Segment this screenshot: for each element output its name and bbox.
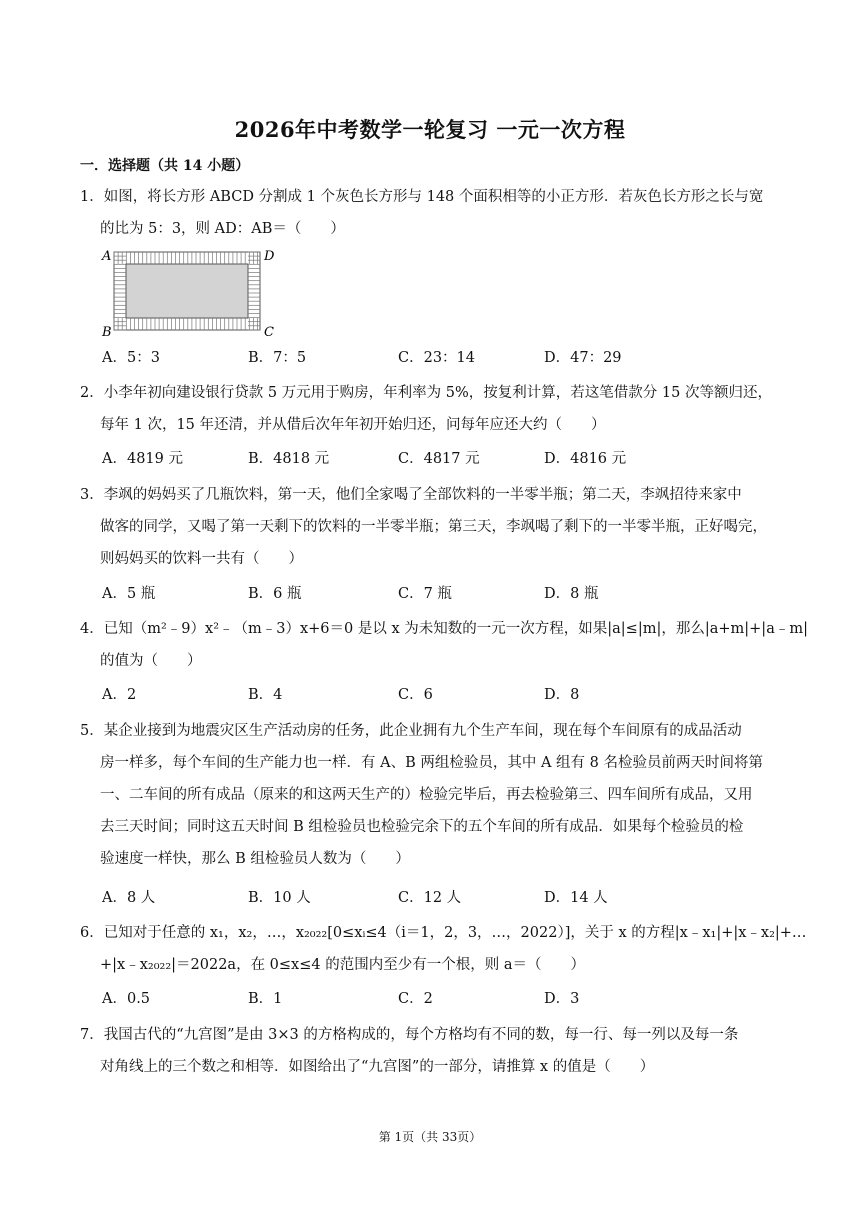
q5-line-2: 房一样多，每个车间的生产能力也一样．有 A、B 两组检验员，其中 A 组有 8 名检验员前两天时间将第 <box>100 755 763 771</box>
q5-line-4: 去三天时间；同时这五天时间 B 组检验员也检验完余下的五个车间的所有成品．如果每个检验员的检 <box>100 819 744 835</box>
q1-rectangle-figure <box>100 248 290 344</box>
q5-option-b[interactable]: B．10 人 <box>248 890 311 906</box>
q2-option-d[interactable]: D．4816 元 <box>544 451 627 467</box>
q3-option-b[interactable]: B．6 瓶 <box>248 586 302 602</box>
fig-label-d: D <box>264 249 275 264</box>
fig-label-c: C <box>264 325 274 340</box>
q1-option-a[interactable]: A．5：3 <box>102 350 160 366</box>
q6-option-c[interactable]: C．2 <box>398 991 433 1007</box>
section-heading: 一．选择题（共 14 小题） <box>80 158 250 174</box>
q6-option-a[interactable]: A．0.5 <box>102 991 151 1007</box>
q4-option-a[interactable]: A．2 <box>102 687 137 703</box>
fig-label-a: A <box>102 249 112 264</box>
page-footer: 第 1页（共 33页） <box>378 1130 482 1144</box>
q4-line-1: 4．已知（m²﹣9）x²﹣（m﹣3）x+6＝0 是以 x 为未知数的一元一次方程，如果|a|≤|m|，那么|a+m|+|a﹣m| <box>80 621 808 637</box>
fig-label-b: B <box>102 325 112 340</box>
q1-option-d[interactable]: D．47：29 <box>544 350 622 366</box>
q4-option-d[interactable]: D．8 <box>544 687 580 703</box>
q2-option-c[interactable]: C．4817 元 <box>398 451 480 467</box>
q3-option-a[interactable]: A．5 瓶 <box>102 586 156 602</box>
q2-line-2: 每年 1 次，15 年还清，并从借后次年年初开始归还，问每年应还大约（ ） <box>100 417 606 433</box>
q6-option-d[interactable]: D．3 <box>544 991 580 1007</box>
q1-option-b[interactable]: B．7：5 <box>248 350 307 366</box>
q4-line-2: 的值为（ ） <box>100 653 202 669</box>
q6-line-2: +|x﹣x₂₀₂₂|＝2022a，在 0≤x≤4 的范围内至少有一个根，则 a＝（ ） <box>100 957 585 973</box>
q5-line-3: 一、二车间的所有成品（原来的和这两天生产的）检验完毕后，再去检验第三、四车间所有成品，又用 <box>100 787 753 803</box>
q3-line-1: 3．李飒的妈妈买了几瓶饮料，第一天，他们全家喝了全部饮料的一半零半瓶；第二天，李飒招待来家中 <box>80 487 742 503</box>
gray-rect <box>126 264 248 318</box>
q5-line-5: 验速度一样快，那么 B 组检验员人数为（ ） <box>100 851 410 867</box>
q2-option-b[interactable]: B．4818 元 <box>248 451 330 467</box>
page-title: 2026年中考数学一轮复习 一元一次方程 <box>234 117 626 142</box>
q3-line-3: 则妈妈买的饮料一共有（ ） <box>100 551 303 567</box>
q2-option-a[interactable]: A．4819 元 <box>102 451 183 467</box>
q1-option-c[interactable]: C．23：14 <box>398 350 475 366</box>
q3-option-c[interactable]: C．7 瓶 <box>398 586 452 602</box>
q7-line-1: 7．我国古代的“九宫图”是由 3×3 的方格构成的，每个方格均有不同的数，每一行、每一列以及每一条 <box>80 1027 739 1043</box>
q2-line-1: 2．小李年初向建设银行贷款 5 万元用于购房，年利率为 5%，按复利计算，若这笔借款分 15 次等额归还， <box>80 385 772 401</box>
q1-line-1: 1．如图，将长方形 ABCD 分割成 1 个灰色长方形与 148 个面积相等的小正方形．若灰色长方形之长与宽 <box>80 189 764 205</box>
q6-option-b[interactable]: B．1 <box>248 991 283 1007</box>
q5-line-1: 5．某企业接到为地震灾区生产活动房的任务，此企业拥有九个生产车间，现在每个车间原有的成品活动 <box>80 723 742 739</box>
q6-line-1: 6．已知对于任意的 x₁，x₂，…，x₂₀₂₂[0≤xᵢ≤4（i＝1，2，3，…，2022）]，关于 x 的方程|x﹣x₁|+|x﹣x₂|+… <box>80 925 807 941</box>
q5-option-a[interactable]: A．8 人 <box>102 890 156 906</box>
q7-line-2: 对角线上的三个数之和相等．如图给出了“九宫图”的一部分，请推算 x 的值是（ ） <box>100 1059 655 1075</box>
q3-option-d[interactable]: D．8 瓶 <box>544 586 599 602</box>
q4-option-c[interactable]: C．6 <box>398 687 433 703</box>
q3-line-2: 做客的同学，又喝了第一天剩下的饮料的一半零半瓶；第三天，李飒喝了剩下的一半零半瓶，正好喝完， <box>100 519 767 535</box>
q4-option-b[interactable]: B．4 <box>248 687 283 703</box>
q1-line-2: 的比为 5：3，则 AD：AB＝（ ） <box>100 221 345 237</box>
q5-option-d[interactable]: D．14 人 <box>544 890 608 906</box>
q5-option-c[interactable]: C．12 人 <box>398 890 462 906</box>
